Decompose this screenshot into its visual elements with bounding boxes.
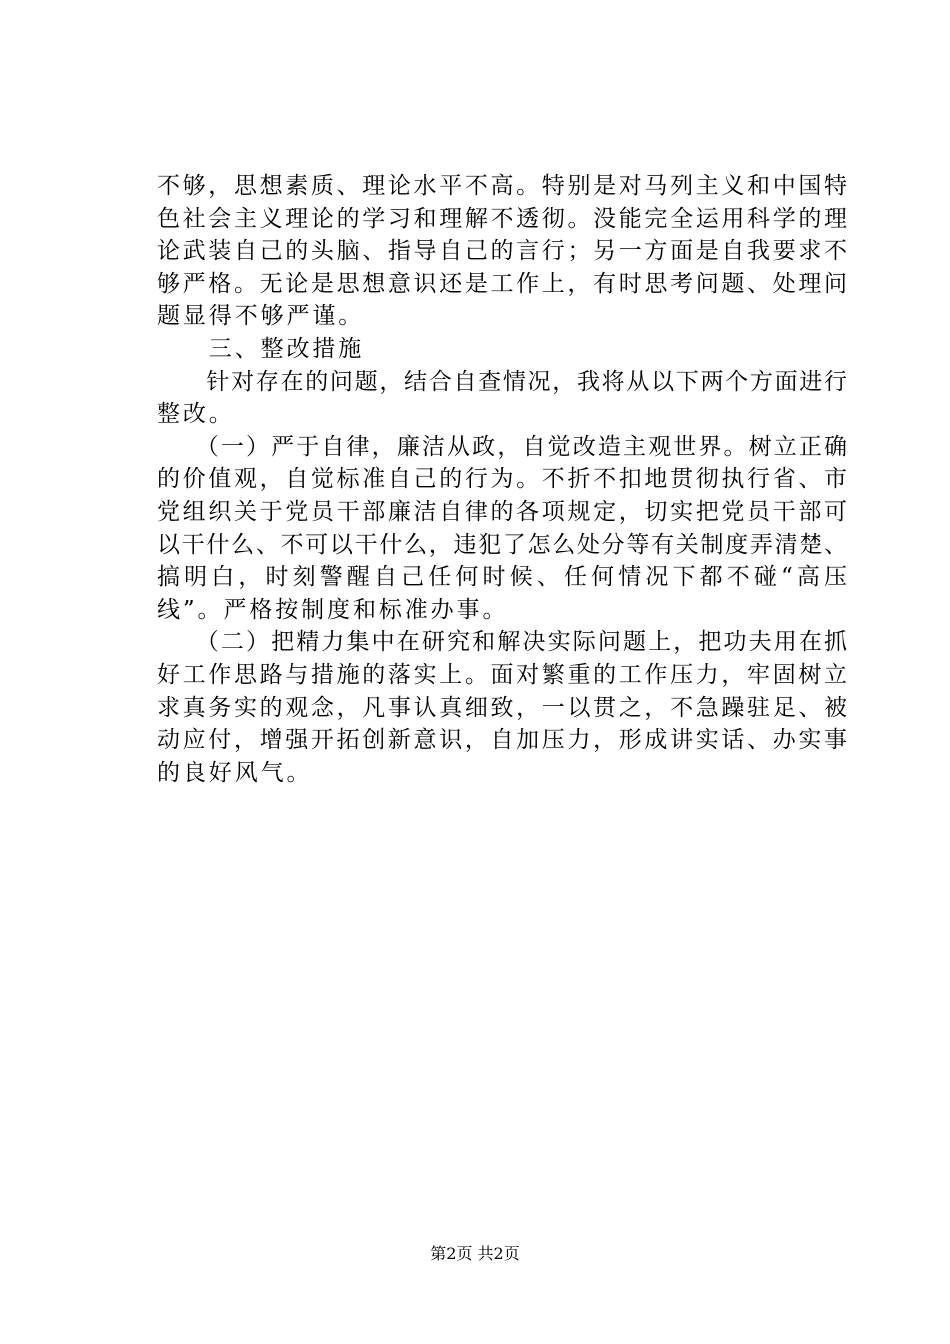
body-text <box>157 170 847 789</box>
text-line: 够严格。无论是思想意识还是工作上，有时思考问题、处理问 <box>157 270 847 297</box>
text-line: 题显得不够严谨。 <box>157 303 365 330</box>
text-line: 的良好风气。 <box>157 759 313 786</box>
text-line: 色社会主义理论的学习和理解不透彻。没能完全运用科学的理 <box>157 205 847 232</box>
text-line: （一）严于自律，廉洁从政，自觉改造主观世界。树立正确 <box>157 433 847 460</box>
text-line: 不够，思想素质、理论水平不高。特别是对马列主义和中国特 <box>157 173 847 199</box>
page-number-footer: 第2页 共2页 <box>430 1244 520 1263</box>
text-line: 动应付，增强开拓创新意识，自加压力，形成讲实话、办实事 <box>157 727 847 754</box>
text-line: 以干什么、不可以干什么，违犯了怎么处分等有关制度弄清楚、 <box>157 531 847 558</box>
text-line: 论武装自己的头脑、指导自己的言行；另一方面是自我要求不 <box>157 238 847 265</box>
text-line: 党组织关于党员干部廉洁自律的各项规定，切实把党员干部可 <box>157 498 847 525</box>
text-line: 的价值观，自觉标准自己的行为。不折不扣地贯彻执行省、市 <box>157 466 847 493</box>
text-line: （二）把精力集中在研究和解决实际问题上，把功夫用在抓 <box>157 629 847 656</box>
text-line: 好工作思路与措施的落实上。面对繁重的工作压力，牢固树立 <box>157 661 847 688</box>
text-line: 线”。严格按制度和标准办事。 <box>157 596 509 623</box>
text-line: 搞明白，时刻警醒自己任何时候、任何情况下都不碰“高压 <box>157 564 847 591</box>
section-heading: 三、整改措施 <box>157 335 365 362</box>
text-line: 整改。 <box>157 401 235 428</box>
text-line: 求真务实的观念，凡事认真细致，一以贯之，不急躁驻足、被 <box>157 694 847 721</box>
text-line: 针对存在的问题，结合自查情况，我将从以下两个方面进行 <box>157 368 847 395</box>
